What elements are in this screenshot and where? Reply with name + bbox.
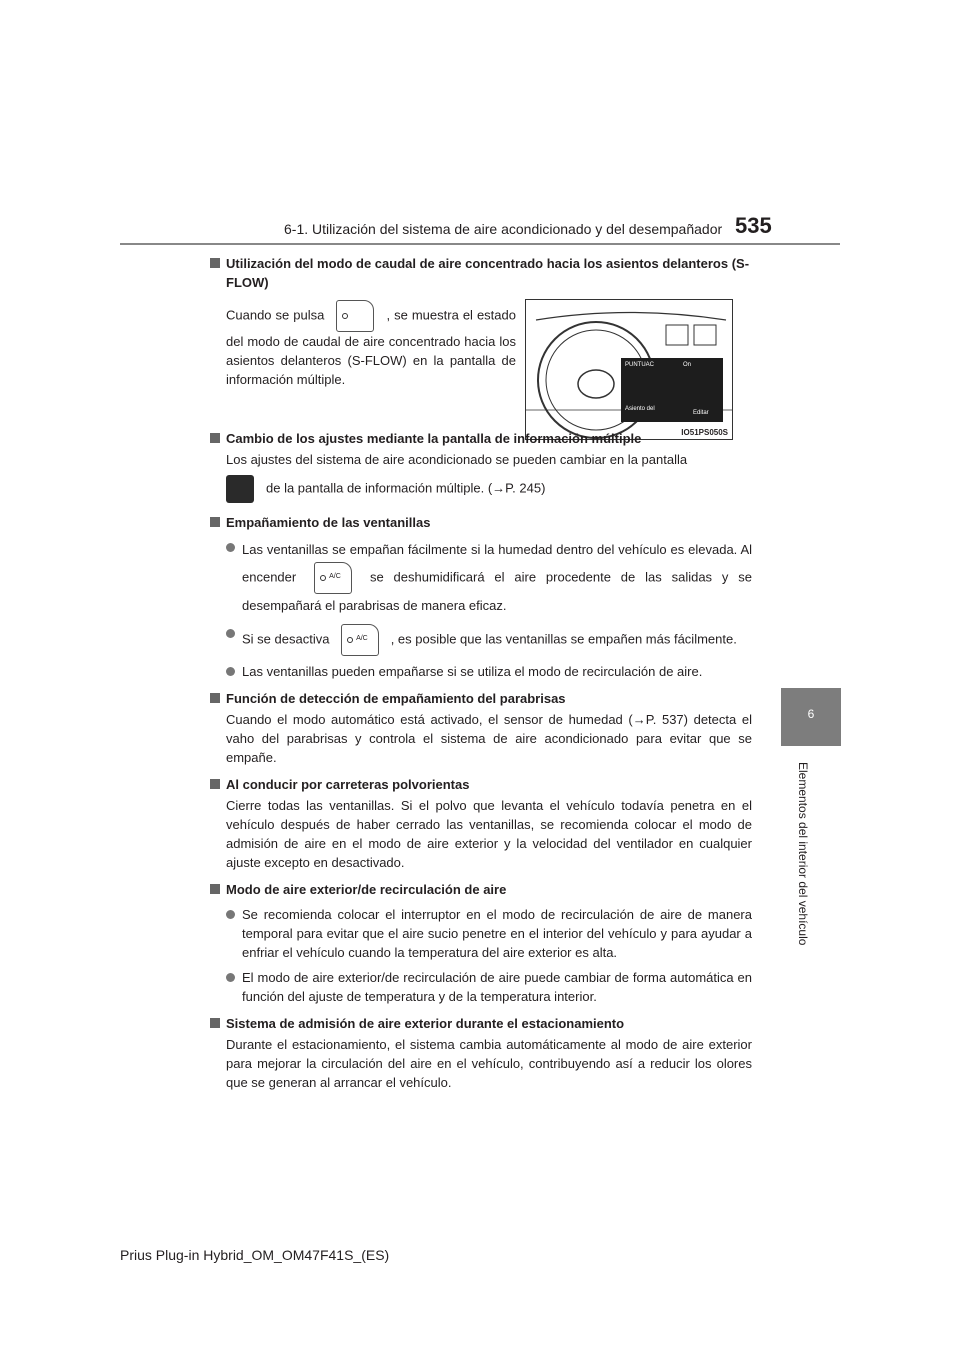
display-on-label: On	[683, 362, 692, 368]
page-content	[210, 254, 752, 1092]
bullet-dot-icon	[226, 973, 235, 982]
section-heading	[210, 513, 752, 532]
bullet-item	[210, 968, 752, 1006]
heading-text: Sistema de admisión de aire exterior durante el estacionamiento	[226, 1016, 625, 1031]
bullet-dot-icon	[226, 629, 235, 638]
section-windshield-fog	[210, 689, 752, 767]
bullet-text: , es posible que las ventanillas se empañen más fácilmente.	[390, 631, 737, 647]
square-bullet-icon	[210, 517, 220, 527]
paragraph: Cierre todas las ventanillas. Si el polvo que levanta el vehículo todavía penetra en el vehículo después de haber cerrado las ventanillas, se recomienda colocar el modo de admisión de aire en el modo de aire exterior y la velocidad del ventilador en cualquier ajuste excepto en desactivado.	[226, 798, 752, 870]
bullet-text: El modo de aire exterior/de recirculación de aire puede cambiar de forma automática en función del ajuste de temperatura y de la temperatura interior.	[242, 970, 752, 1004]
square-bullet-icon	[210, 693, 220, 703]
heading-text: Función de detección de empañamiento del parabrisas	[226, 691, 566, 706]
paragraph: Los ajustes del sistema de aire acondicionado se pueden cambiar en la pantalla	[226, 452, 688, 467]
heading-text: Al conducir por carreteras polvorientas	[226, 777, 470, 792]
heading-text: Cambio de los ajustes mediante la pantalla de información múltiple	[226, 431, 642, 446]
bullet-text: Las ventanillas pueden empañarse si se utiliza el modo de recirculación de aire.	[242, 664, 703, 679]
display-top-label: PUNTUAC	[625, 362, 655, 368]
bullet-item	[210, 905, 752, 962]
paragraph: Durante el estacionamiento, el sistema cambia automáticamente al modo de aire exterior para mejorar la circulación del aire en el vehículo, contribuyendo así a reducir los olores que se generan al arrancar el vehículo.	[226, 1037, 752, 1090]
figure-id: IO51PS050S	[681, 428, 728, 437]
chapter-tab-number: 6	[807, 707, 815, 721]
heading-text: Utilización del modo de caudal de aire concentrado hacia los asientos delanteros (S-FLOW)	[226, 256, 750, 290]
ac-button-icon	[314, 562, 352, 594]
paragraph	[210, 300, 516, 389]
section-s-flow	[210, 254, 752, 389]
header-divider	[120, 243, 840, 245]
bullet-item	[210, 538, 752, 618]
square-bullet-icon	[210, 433, 220, 443]
square-bullet-icon	[210, 1018, 220, 1028]
bullet-text: Las ventanillas se empañan fácilmente si la humedad dentro del vehículo es elevada. Al encender	[242, 542, 752, 585]
page-number: 535	[735, 213, 772, 238]
section-heading	[210, 1014, 752, 1033]
paragraph-text: de la pantalla de información múltiple. (→P. 245)	[266, 480, 546, 496]
square-bullet-icon	[210, 258, 220, 268]
section-fogging	[210, 513, 752, 681]
climate-settings-icon	[226, 475, 254, 503]
section-parking-intake	[210, 1014, 752, 1092]
ac-button-icon	[341, 624, 379, 656]
bullet-text: se deshumidificará el aire procedente de las salidas y se desempañará el parabrisas de manera eficaz.	[242, 569, 752, 613]
heading-text: Empañamiento de las ventanillas	[226, 515, 431, 530]
chapter-label: Elementos del interior del vehículo	[796, 762, 810, 946]
bullet-item	[210, 624, 752, 656]
square-bullet-icon	[210, 779, 220, 789]
bullet-text: Se recomienda colocar el interruptor en el modo de recirculación de aire de manera temporal para evitar que el aire sucio penetre en el interior del vehículo y para ayudar a enfriar el vehículo cuando la temperatura del aire exterior es alta.	[242, 907, 752, 960]
section-air-mode	[210, 880, 752, 1006]
chapter-tab	[781, 688, 841, 746]
bullet-item	[210, 662, 752, 681]
section-heading	[210, 254, 752, 292]
paragraph-text: , se muestra el estado del modo de caudal de aire concentrado hacia los asientos delanteros (S-FLOW) en la pantalla de información múltiple.	[226, 307, 516, 387]
section-heading	[210, 689, 752, 708]
section-dusty-roads	[210, 775, 752, 872]
document-footer: Prius Plug-in Hybrid_OM_OM47F41S_(ES)	[120, 1247, 390, 1263]
bullet-dot-icon	[226, 543, 235, 552]
ac-button-label: A/C	[356, 635, 368, 642]
bullet-dot-icon	[226, 667, 235, 676]
display-seat-label: Asiento del	[625, 406, 655, 412]
section-title: 6-1. Utilización del sistema de aire acondicionado y del desempañador	[284, 221, 723, 237]
section-heading	[210, 775, 752, 794]
paragraph	[210, 475, 752, 503]
section-heading	[210, 880, 752, 899]
bullet-text: Si se desactiva	[242, 631, 330, 647]
heading-text: Modo de aire exterior/de recirculación de aire	[226, 882, 507, 897]
s-flow-button-icon	[336, 300, 374, 332]
ac-button-label: A/C	[329, 573, 341, 580]
paragraph: Cuando el modo automático está activado, el sensor de humedad (→P. 537) detecta el vaho del parabrisas y controla el sistema de aire acondicionado para evitar que se empañe.	[226, 712, 752, 765]
display-edit-label: Editar	[693, 410, 709, 416]
section-heading	[210, 429, 752, 448]
paragraph-text: Cuando se pulsa	[226, 307, 325, 323]
section-settings	[210, 429, 752, 503]
square-bullet-icon	[210, 884, 220, 894]
bullet-dot-icon	[226, 910, 235, 919]
